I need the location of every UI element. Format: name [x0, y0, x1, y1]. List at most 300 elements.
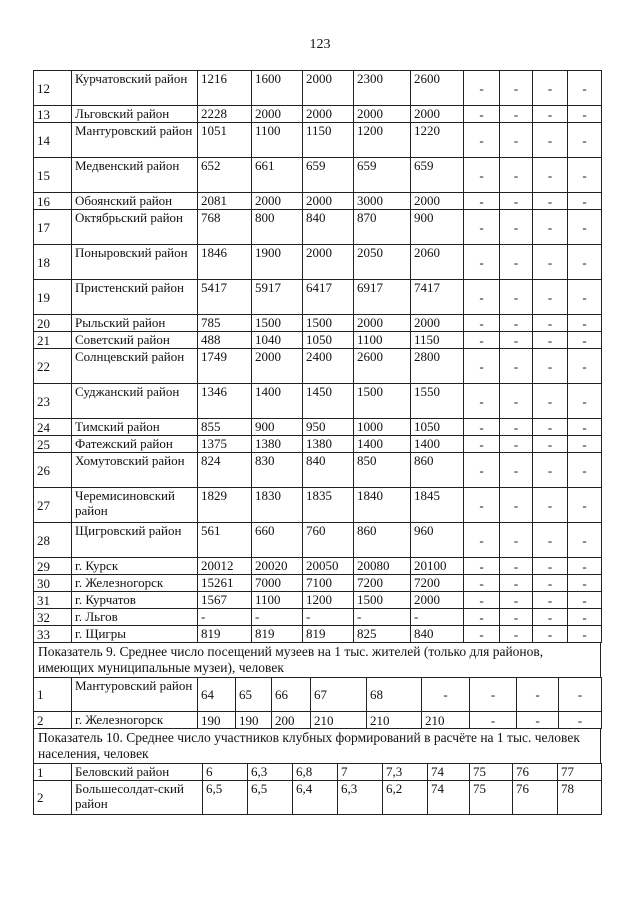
- value-cell: 840: [411, 626, 464, 643]
- table-row: [34, 609, 602, 626]
- value-cell: 20100: [411, 558, 464, 575]
- district-name: г. Льгов: [72, 609, 198, 626]
- value-cell: 1400: [252, 384, 303, 419]
- value-cell: 1346: [198, 384, 252, 419]
- value-cell: 488: [198, 332, 252, 349]
- dash-cell: -: [464, 210, 500, 245]
- value-cell: 661: [252, 158, 303, 193]
- value-cell: 1900: [252, 245, 303, 280]
- value-cell: 5417: [198, 280, 252, 315]
- value-cell: 2600: [411, 71, 464, 106]
- dash-cell: -: [500, 592, 533, 609]
- value-cell: -: [354, 609, 411, 626]
- district-name: Пристенский район: [72, 280, 198, 315]
- dash-cell: -: [568, 419, 602, 436]
- value-cell: 1000: [354, 419, 411, 436]
- value-cell: 860: [354, 523, 411, 558]
- value-cell: 7200: [354, 575, 411, 592]
- value-cell: 1050: [411, 419, 464, 436]
- value-cell: -: [470, 678, 517, 712]
- value-cell: 1500: [252, 315, 303, 332]
- value-cell: 190: [198, 712, 236, 729]
- value-cell: 74: [428, 764, 470, 781]
- table-row: [34, 71, 602, 106]
- value-cell: 66: [272, 678, 311, 712]
- table-row: [34, 106, 602, 123]
- value-cell: 6917: [354, 280, 411, 315]
- value-cell: 6,5: [203, 781, 248, 815]
- value-cell: 2300: [354, 71, 411, 106]
- value-cell: 68: [367, 678, 422, 712]
- table-row: [34, 436, 602, 453]
- value-cell: 855: [198, 419, 252, 436]
- dash-cell: -: [533, 558, 568, 575]
- value-cell: 2000: [303, 245, 354, 280]
- district-name: Мантуровский район: [72, 678, 198, 712]
- row-number: 23: [34, 384, 72, 419]
- dash-cell: -: [568, 106, 602, 123]
- value-cell: 1500: [354, 592, 411, 609]
- district-name: Солнцевский район: [72, 349, 198, 384]
- row-number: 24: [34, 419, 72, 436]
- value-cell: -: [411, 609, 464, 626]
- dash-cell: -: [500, 558, 533, 575]
- value-cell: 6: [203, 764, 248, 781]
- dash-cell: -: [464, 193, 500, 210]
- row-number: 33: [34, 626, 72, 643]
- table-row: [34, 280, 602, 315]
- dash-cell: -: [533, 436, 568, 453]
- value-cell: 1150: [303, 123, 354, 158]
- dash-cell: -: [500, 419, 533, 436]
- value-cell: -: [517, 712, 559, 729]
- value-cell: 1600: [252, 71, 303, 106]
- table-row: [34, 245, 602, 280]
- dash-cell: -: [464, 436, 500, 453]
- district-name: Мантуровский район: [72, 123, 198, 158]
- value-cell: 2000: [354, 106, 411, 123]
- value-cell: 824: [198, 453, 252, 488]
- dash-cell: -: [500, 158, 533, 193]
- dash-cell: -: [464, 609, 500, 626]
- value-cell: 2000: [411, 193, 464, 210]
- value-cell: 760: [303, 523, 354, 558]
- district-name: Советский район: [72, 332, 198, 349]
- dash-cell: -: [500, 349, 533, 384]
- table-row: [34, 781, 602, 815]
- dash-cell: -: [464, 419, 500, 436]
- row-number: 27: [34, 488, 72, 523]
- value-cell: 2800: [411, 349, 464, 384]
- dash-cell: -: [464, 71, 500, 106]
- dash-cell: -: [464, 332, 500, 349]
- value-cell: 900: [411, 210, 464, 245]
- district-name: г. Курчатов: [72, 592, 198, 609]
- table-row: [34, 315, 602, 332]
- value-cell: -: [252, 609, 303, 626]
- value-cell: 561: [198, 523, 252, 558]
- value-cell: 1100: [354, 332, 411, 349]
- dash-cell: -: [568, 609, 602, 626]
- value-cell: -: [303, 609, 354, 626]
- dash-cell: -: [568, 193, 602, 210]
- value-cell: 1150: [411, 332, 464, 349]
- page-number: 123: [309, 37, 331, 52]
- value-cell: 20050: [303, 558, 354, 575]
- dash-cell: -: [533, 123, 568, 158]
- dash-cell: -: [464, 575, 500, 592]
- dash-cell: -: [533, 280, 568, 315]
- row-number: 30: [34, 575, 72, 592]
- dash-cell: -: [533, 592, 568, 609]
- value-cell: 1500: [303, 315, 354, 332]
- district-name: г. Железногорск: [72, 712, 198, 729]
- value-cell: 825: [354, 626, 411, 643]
- dash-cell: -: [568, 158, 602, 193]
- value-cell: 67: [311, 678, 367, 712]
- value-cell: -: [422, 678, 470, 712]
- table-row: [34, 575, 602, 592]
- value-cell: 1835: [303, 488, 354, 523]
- row-number: 20: [34, 315, 72, 332]
- value-cell: 1845: [411, 488, 464, 523]
- table-row: [34, 123, 602, 158]
- district-name: Большесолдат-ский район: [72, 781, 203, 815]
- value-cell: 1375: [198, 436, 252, 453]
- value-cell: 2060: [411, 245, 464, 280]
- row-number: 14: [34, 123, 72, 158]
- dash-cell: -: [568, 384, 602, 419]
- row-number: 1: [34, 678, 72, 712]
- district-name: г. Железногорск: [72, 575, 198, 592]
- indicator-10-heading: Показатель 10. Среднее число участников клубных формирований в расчёте на 1 тыс. человек населения, человек: [33, 729, 601, 763]
- dash-cell: -: [533, 71, 568, 106]
- value-cell: 6,5: [248, 781, 293, 815]
- dash-cell: -: [568, 280, 602, 315]
- value-cell: 1380: [252, 436, 303, 453]
- dash-cell: -: [533, 193, 568, 210]
- value-cell: 1749: [198, 349, 252, 384]
- row-number: 12: [34, 71, 72, 106]
- value-cell: 660: [252, 523, 303, 558]
- dash-cell: -: [568, 523, 602, 558]
- dash-cell: -: [500, 609, 533, 626]
- value-cell: 65: [236, 678, 272, 712]
- dash-cell: -: [568, 315, 602, 332]
- row-number: 19: [34, 280, 72, 315]
- table-row: [34, 712, 602, 729]
- value-cell: 1450: [303, 384, 354, 419]
- value-cell: -: [198, 609, 252, 626]
- value-cell: 7: [338, 764, 383, 781]
- value-cell: 2400: [303, 349, 354, 384]
- value-cell: -: [559, 678, 602, 712]
- district-name: Беловский район: [72, 764, 203, 781]
- value-cell: 7417: [411, 280, 464, 315]
- dash-cell: -: [464, 158, 500, 193]
- dash-cell: -: [500, 245, 533, 280]
- value-cell: 870: [354, 210, 411, 245]
- dash-cell: -: [533, 332, 568, 349]
- row-number: 32: [34, 609, 72, 626]
- dash-cell: -: [464, 106, 500, 123]
- value-cell: 200: [272, 712, 311, 729]
- dash-cell: -: [533, 384, 568, 419]
- dash-cell: -: [533, 349, 568, 384]
- value-cell: 6,2: [383, 781, 428, 815]
- dash-cell: -: [464, 349, 500, 384]
- district-name: Тимский район: [72, 419, 198, 436]
- value-cell: 7,3: [383, 764, 428, 781]
- value-cell: 78: [558, 781, 602, 815]
- dash-cell: -: [500, 575, 533, 592]
- row-number: 22: [34, 349, 72, 384]
- dash-cell: -: [500, 71, 533, 106]
- value-cell: 2000: [252, 193, 303, 210]
- value-cell: 74: [428, 781, 470, 815]
- dash-cell: -: [500, 453, 533, 488]
- district-name: Черемисиновский район: [72, 488, 198, 523]
- value-cell: 1829: [198, 488, 252, 523]
- dash-cell: -: [464, 384, 500, 419]
- value-cell: 1567: [198, 592, 252, 609]
- dash-cell: -: [568, 626, 602, 643]
- dash-cell: -: [533, 575, 568, 592]
- dash-cell: -: [500, 436, 533, 453]
- dash-cell: -: [533, 626, 568, 643]
- value-cell: 1200: [303, 592, 354, 609]
- value-cell: 2000: [252, 106, 303, 123]
- row-number: 18: [34, 245, 72, 280]
- dash-cell: -: [568, 349, 602, 384]
- value-cell: 1220: [411, 123, 464, 158]
- value-cell: 2000: [303, 106, 354, 123]
- value-cell: 1840: [354, 488, 411, 523]
- dash-cell: -: [533, 453, 568, 488]
- value-cell: 785: [198, 315, 252, 332]
- dash-cell: -: [568, 575, 602, 592]
- value-cell: 1380: [303, 436, 354, 453]
- table-row: [34, 678, 602, 712]
- dash-cell: -: [568, 558, 602, 575]
- dash-cell: -: [464, 453, 500, 488]
- dash-cell: -: [568, 453, 602, 488]
- dash-cell: -: [500, 523, 533, 558]
- value-cell: 1830: [252, 488, 303, 523]
- table-row: [34, 384, 602, 419]
- district-name: г. Щигры: [72, 626, 198, 643]
- dash-cell: -: [533, 158, 568, 193]
- value-cell: -: [517, 678, 559, 712]
- dash-cell: -: [533, 523, 568, 558]
- value-cell: 6,3: [248, 764, 293, 781]
- row-number: 21: [34, 332, 72, 349]
- dash-cell: -: [533, 488, 568, 523]
- value-cell: 652: [198, 158, 252, 193]
- dash-cell: -: [500, 488, 533, 523]
- value-cell: 1400: [411, 436, 464, 453]
- indicator-9-table: [33, 677, 602, 729]
- dash-cell: -: [500, 280, 533, 315]
- value-cell: -: [470, 712, 517, 729]
- value-cell: 210: [367, 712, 422, 729]
- dash-cell: -: [464, 592, 500, 609]
- row-number: 26: [34, 453, 72, 488]
- value-cell: 768: [198, 210, 252, 245]
- dash-cell: -: [464, 558, 500, 575]
- value-cell: 15261: [198, 575, 252, 592]
- value-cell: 76: [513, 781, 558, 815]
- district-name: Щигровский район: [72, 523, 198, 558]
- dash-cell: -: [568, 488, 602, 523]
- row-number: 31: [34, 592, 72, 609]
- dash-cell: -: [500, 315, 533, 332]
- dash-cell: -: [500, 123, 533, 158]
- district-name: Медвенский район: [72, 158, 198, 193]
- value-cell: 75: [470, 764, 513, 781]
- table-row: [34, 158, 602, 193]
- value-cell: 2000: [303, 71, 354, 106]
- dash-cell: -: [500, 106, 533, 123]
- dash-cell: -: [568, 436, 602, 453]
- district-name: Обоянский район: [72, 193, 198, 210]
- value-cell: 819: [252, 626, 303, 643]
- value-cell: 840: [303, 210, 354, 245]
- table-row: [34, 349, 602, 384]
- dash-cell: -: [500, 384, 533, 419]
- row-number: 29: [34, 558, 72, 575]
- dash-cell: -: [464, 626, 500, 643]
- district-name: Курчатовский район: [72, 71, 198, 106]
- district-name: Рыльский район: [72, 315, 198, 332]
- dash-cell: -: [533, 419, 568, 436]
- dash-cell: -: [464, 488, 500, 523]
- dash-cell: -: [568, 123, 602, 158]
- value-cell: 6,4: [293, 781, 338, 815]
- district-name: Суджанский район: [72, 384, 198, 419]
- district-name: Хомутовский район: [72, 453, 198, 488]
- value-cell: 3000: [354, 193, 411, 210]
- value-cell: 7000: [252, 575, 303, 592]
- value-cell: 659: [354, 158, 411, 193]
- value-cell: 77: [558, 764, 602, 781]
- district-name: Поныровский район: [72, 245, 198, 280]
- value-cell: 1100: [252, 592, 303, 609]
- dash-cell: -: [500, 332, 533, 349]
- district-name: Фатежский район: [72, 436, 198, 453]
- row-number: 13: [34, 106, 72, 123]
- value-cell: 800: [252, 210, 303, 245]
- dash-cell: -: [533, 210, 568, 245]
- row-number: 1: [34, 764, 72, 781]
- value-cell: 659: [411, 158, 464, 193]
- value-cell: 2050: [354, 245, 411, 280]
- value-cell: 1846: [198, 245, 252, 280]
- value-cell: 2228: [198, 106, 252, 123]
- dash-cell: -: [464, 123, 500, 158]
- row-number: 2: [34, 781, 72, 815]
- dash-cell: -: [533, 315, 568, 332]
- dash-cell: -: [568, 592, 602, 609]
- row-number: 28: [34, 523, 72, 558]
- row-number: 17: [34, 210, 72, 245]
- value-cell: 2600: [354, 349, 411, 384]
- dash-cell: -: [464, 245, 500, 280]
- value-cell: 1040: [252, 332, 303, 349]
- value-cell: 75: [470, 781, 513, 815]
- dash-cell: -: [533, 106, 568, 123]
- value-cell: 840: [303, 453, 354, 488]
- district-name: Льговский район: [72, 106, 198, 123]
- value-cell: 1500: [354, 384, 411, 419]
- table-row: [34, 558, 602, 575]
- value-cell: 900: [252, 419, 303, 436]
- table-row: [34, 210, 602, 245]
- value-cell: 1051: [198, 123, 252, 158]
- value-cell: 20080: [354, 558, 411, 575]
- value-cell: 2000: [411, 106, 464, 123]
- dash-cell: -: [464, 280, 500, 315]
- dash-cell: -: [500, 210, 533, 245]
- table-row: [34, 488, 602, 523]
- table-row: [34, 419, 602, 436]
- dash-cell: -: [568, 332, 602, 349]
- row-number: 25: [34, 436, 72, 453]
- value-cell: 2000: [252, 349, 303, 384]
- table-row: [34, 592, 602, 609]
- value-cell: 7200: [411, 575, 464, 592]
- table-row: [34, 626, 602, 643]
- value-cell: 6417: [303, 280, 354, 315]
- document-body: [33, 70, 601, 815]
- main-table: [33, 70, 602, 643]
- value-cell: 64: [198, 678, 236, 712]
- row-number: 2: [34, 712, 72, 729]
- value-cell: -: [559, 712, 602, 729]
- dash-cell: -: [464, 523, 500, 558]
- value-cell: 2000: [303, 193, 354, 210]
- value-cell: 20012: [198, 558, 252, 575]
- value-cell: 2081: [198, 193, 252, 210]
- value-cell: 950: [303, 419, 354, 436]
- value-cell: 2000: [411, 592, 464, 609]
- dash-cell: -: [500, 626, 533, 643]
- value-cell: 20020: [252, 558, 303, 575]
- table-row: [34, 453, 602, 488]
- value-cell: 830: [252, 453, 303, 488]
- value-cell: 1400: [354, 436, 411, 453]
- dash-cell: -: [533, 245, 568, 280]
- value-cell: 659: [303, 158, 354, 193]
- value-cell: 2000: [411, 315, 464, 332]
- table-row: [34, 193, 602, 210]
- indicator-10-table: [33, 763, 602, 815]
- dash-cell: -: [464, 315, 500, 332]
- dash-cell: -: [568, 71, 602, 106]
- value-cell: 2000: [354, 315, 411, 332]
- table-row: [34, 332, 602, 349]
- value-cell: 819: [303, 626, 354, 643]
- dash-cell: -: [500, 193, 533, 210]
- district-name: Октябрьский район: [72, 210, 198, 245]
- table-row: [34, 764, 602, 781]
- row-number: 16: [34, 193, 72, 210]
- value-cell: 76: [513, 764, 558, 781]
- district-name: г. Курск: [72, 558, 198, 575]
- dash-cell: -: [568, 210, 602, 245]
- value-cell: 1100: [252, 123, 303, 158]
- value-cell: 210: [422, 712, 470, 729]
